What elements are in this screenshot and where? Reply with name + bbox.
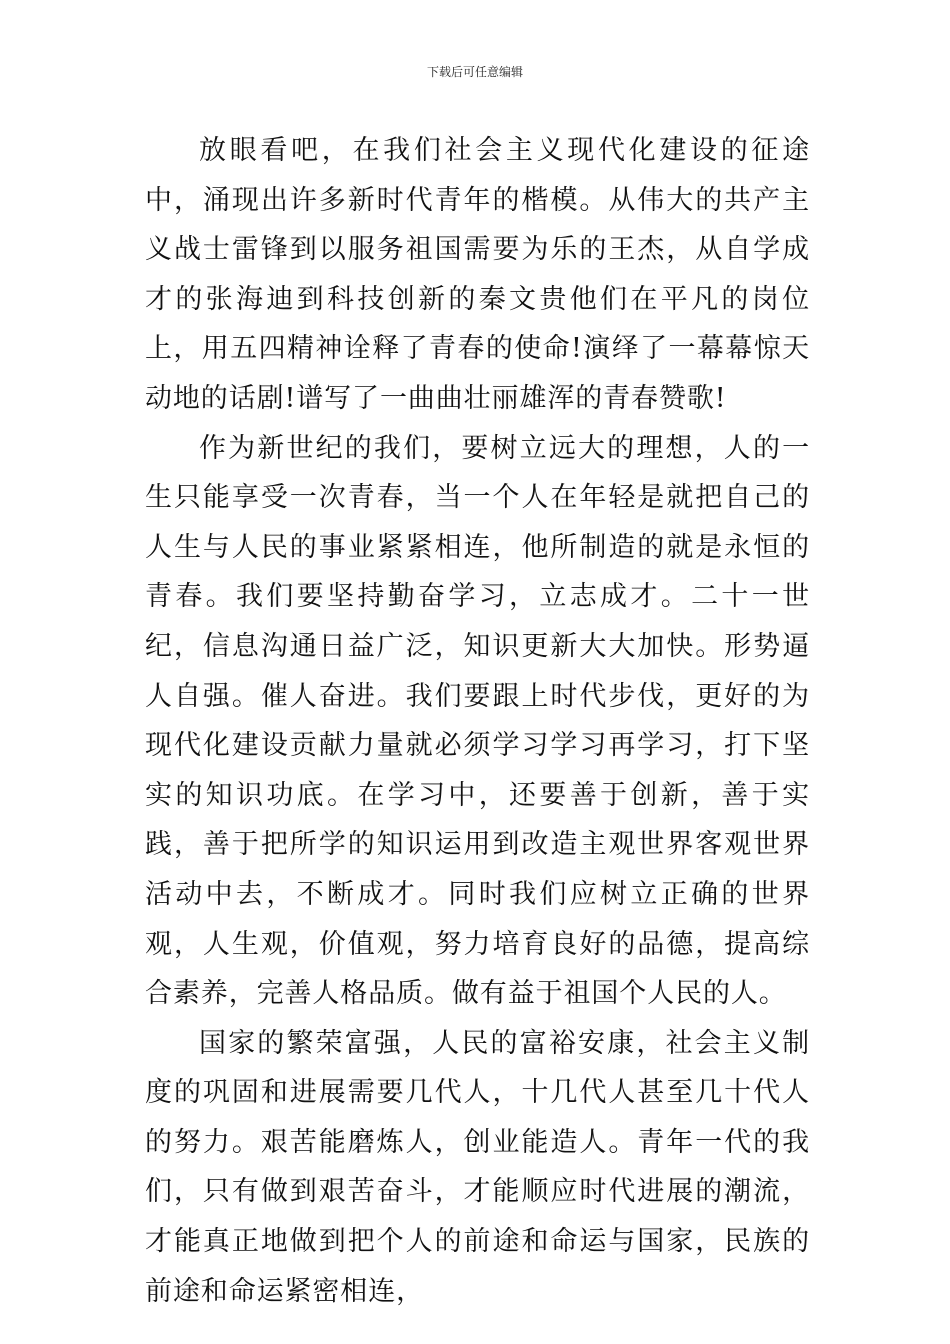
paragraph-hard-work: 国家的繁荣富强，人民的富裕安康，社会主义制度的巩固和进展需要几代人，十几代人甚至几十代人的努力。艰苦能磨炼人，创业能造人。青年一代的我们，只有做到艰苦奋斗，才能顺应时代进展的潮流，才能真正地做到把个人的前途和命运与国家，民族的前途和命运紧密相连， — [145, 1027, 810, 1307]
paragraph-role-models: 放眼看吧，在我们社会主义现代化建设的征途中，涌现出许多新时代青年的楷模。从伟大的共产主义战士雷锋到以服务祖国需要为乐的王杰，从自学成才的张海迪到科技创新的秦文贵他们在平凡的岗位上，用五四精神诠释了青春的使命!演绎了一幕幕惊天动地的话剧!谱写了一曲曲壮丽雄浑的青春赞歌! — [145, 135, 810, 414]
paragraph-ideals-study: 作为新世纪的我们，要树立远大的理想，人的一生只能享受一次青春，当一个人在年轻是就把自己的人生与人民的事业紧紧相连，他所制造的就是永恒的青春。我们要坚持勤奋学习，立志成才。二十一世纪，信息沟通日益广泛，知识更新大大加快。形势逼人自强。催人奋进。我们要跟上时代步伐，更好的为现代化建设贡献力量就必须学习学习再学习，打下坚实的知识功底。在学习中，还要善于创新，善于实践，善于把所学的知识运用到改造主观世界客观世界活动中去，不断成才。同时我们应树立正确的世界观，人生观，价值观，努力培育良好的品德，提高综合素养，完善人格品质。做有益于祖国个人民的人。 — [145, 432, 810, 1010]
document-body — [145, 126, 810, 1316]
page-header-note: 下载后可任意编辑 — [426, 65, 523, 79]
